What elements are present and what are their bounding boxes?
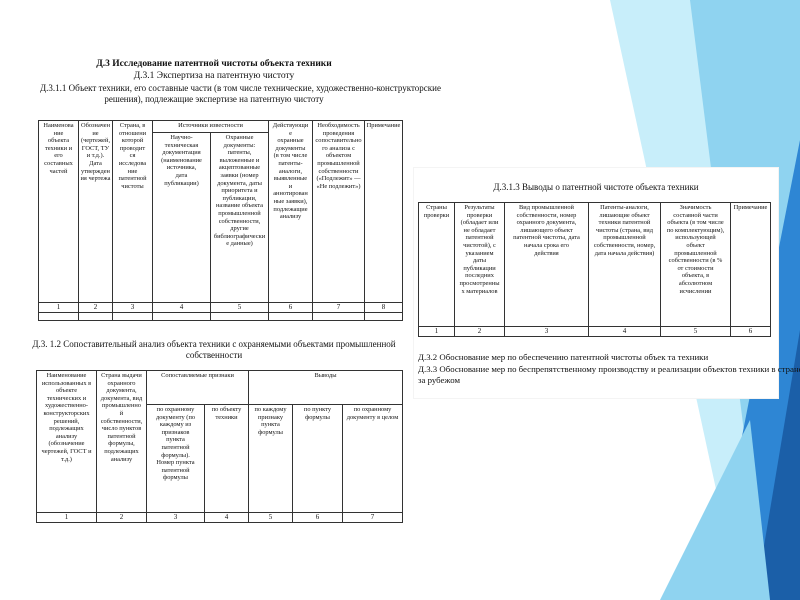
table-subheader-cell: по пункту формулы — [293, 405, 343, 513]
table-conclusions — [418, 202, 771, 337]
table-header-cell: Страна выдачи охранного документа, документа, вид промышленно й собственности, число пунктов патентной формулы, подлежащих анализу — [97, 371, 147, 513]
table-header-cell: Примечание — [731, 203, 771, 327]
table-number-cell: 2 — [97, 513, 147, 523]
table-number-cell: 6 — [731, 327, 771, 337]
table-number-cell: 3 — [113, 303, 153, 313]
table-subheader-cell: по охранному документу (по каждому из признаков пункта патентной формулы). Номер пункта патентной формулы — [147, 405, 205, 513]
table-number-cell: 1 — [37, 513, 97, 523]
table-header-cell: Вид промышленной собственности, номер охранного документа, лишающего объект патентной чистоты, дата начала срока его действия — [505, 203, 589, 327]
section-title: Д.3 Исследование патентной чистоты объекта техники — [18, 59, 410, 70]
table-header-cell: Действующи е охранные документы (в том числе патенты- аналоги, выявленные и аннотирован ные заявки), подлежащие анализу — [269, 121, 313, 303]
table-header-cell: Примечание — [365, 121, 403, 303]
table-header-cell: Наименование использованных в объекте технических и художественно- конструкторских решений, подлежащих анализу (обозначение чертежей, ГОСТ и т.д.) — [37, 371, 97, 513]
table-number-cell: 6 — [269, 303, 313, 313]
table-number-cell: 2 — [79, 303, 113, 313]
subsection-title-2-cont: собственности — [18, 350, 410, 361]
table-subheader-cell: по объекту техники — [205, 405, 249, 513]
paragraph-production-cont: за рубежом — [418, 375, 460, 386]
table-header-cell: Необходимость проведения сопоставительно го анализа с объектом промышленной собственности («Подлежит» — «Не подлежит») — [313, 121, 365, 303]
table-header-cell: Страна, в отношени которой проводит ся исследова ние патентной чистоты — [113, 121, 153, 303]
table-number-cell: 4 — [205, 513, 249, 523]
table-comparison — [36, 370, 403, 523]
document-page-left — [18, 40, 410, 548]
subsection-text-cont: решения), подлежащие экспертизе на патентную чистоту — [18, 94, 410, 105]
table-number-cell: 4 — [153, 303, 211, 313]
subsection-title-2: Д.3. 1.2 Сопоставительный анализ объекта техники с охраняемыми объектами промышленной — [18, 339, 410, 350]
paragraph-production: Д.3.3 Обоснование мер по беспрепятственному производству и реализации объектов техники в стране и — [418, 364, 800, 375]
table-number-cell: 5 — [661, 327, 731, 337]
table-subheader-cell: Научно- техническая документация (наименование источника, дата публикации) — [153, 133, 211, 303]
table-header-cell: Наименова ние объекта техники и его составных частей — [39, 121, 79, 303]
paragraph-measures: Д.3.2 Обоснование мер по обеспечению патентной чистоты объек та техники — [418, 352, 708, 363]
table-number-cell: 1 — [39, 303, 79, 313]
table-number-cell: 3 — [505, 327, 589, 337]
table-number-cell: 1 — [419, 327, 455, 337]
table-number-cell: 3 — [147, 513, 205, 523]
table-header-cell: Результаты проверки (обладает или не обладает патентной чистотой), с указанием даты публикации последних просмотренны х материалов — [455, 203, 505, 327]
table-number-cell: 6 — [293, 513, 343, 523]
subsection-title: Д.3.1 Экспертиза на патентную чистоту — [18, 71, 410, 82]
table-number-cell: 5 — [249, 513, 293, 523]
table-header-cell: Патенты-аналоги, лишающие объект техники патентной чистоты (страна, вид промышленной собственности, номер, дата начала действия) — [589, 203, 661, 327]
document-page-right — [414, 168, 778, 398]
table-header-cell: Сопоставляемые признаки — [147, 371, 249, 405]
table-header-cell: Обозначен ие (чертежей, ГОСТ, ТУ и т.д.). Дата утвержден ия чертежа — [79, 121, 113, 303]
table-subheader-cell: по каждому признаку пункта формулы — [249, 405, 293, 513]
subsection-text: Д.3.1.1 Объект техники, его составные части (в том числе технические, художественно-конструкторские — [40, 83, 441, 94]
table-number-cell: 7 — [313, 303, 365, 313]
table-header-cell: Страны проверки — [419, 203, 455, 327]
table-number-cell: 2 — [455, 327, 505, 337]
table-number-cell: 7 — [343, 513, 403, 523]
table-number-cell: 5 — [211, 303, 269, 313]
table-number-cell: 8 — [365, 303, 403, 313]
table-objects — [38, 120, 403, 321]
table-subheader-cell: Охранные документы: патенты, выложенные и акцептованные заявки (номер документа, даты приоритета и публикации, название объекта промышленной собственности, другие библиографически е данные) — [211, 133, 269, 303]
table-number-cell: 4 — [589, 327, 661, 337]
conclusions-title: Д.3.1.3 Выводы о патентной чистоте объекта техники — [414, 182, 778, 193]
table-subheader-cell: по охранному документу в целом — [343, 405, 403, 513]
table-header-cell: Источники известности — [153, 121, 269, 133]
table-header-cell: Значимость составной части объекта (в том числе по комплектующим), использующей объект промышленной собственности (в % от стоимости объекта, в абсолютном исчислении — [661, 203, 731, 327]
table-header-cell: Выводы — [249, 371, 403, 405]
